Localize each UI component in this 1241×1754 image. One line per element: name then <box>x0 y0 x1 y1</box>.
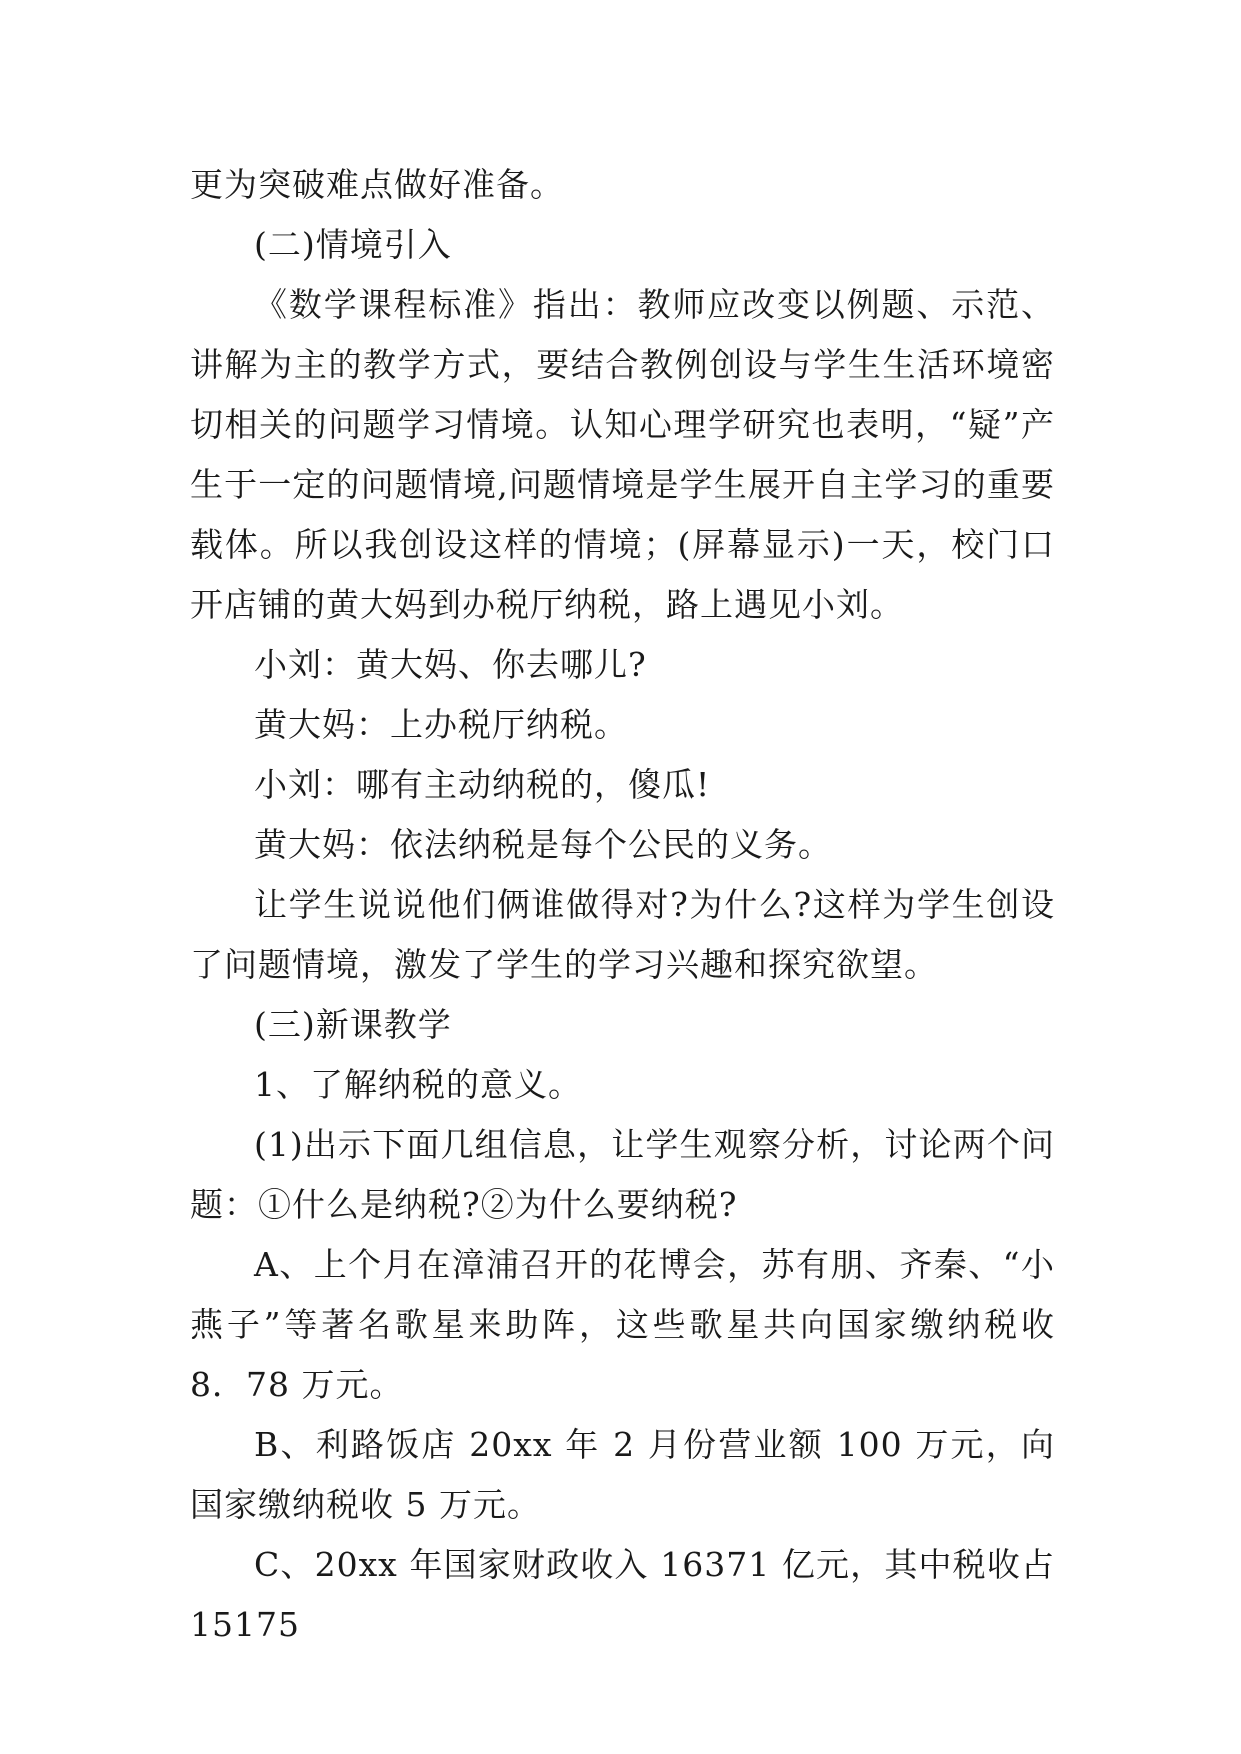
list-item-1-1: (1)出示下面几组信息，让学生观察分析，讨论两个问题：①什么是纳税?②为什么要纳税? <box>190 1125 1055 1224</box>
paragraph-continuation: 更为突破难点做好准备。 <box>190 165 564 204</box>
dialogue-line-2: 黄大妈：上办税厅纳税。 <box>254 705 628 744</box>
paragraph-discussion: 让学生说说他们俩谁做得对?为什么?这样为学生创设了问题情境，激发了学生的学习兴趣和探究欲望。 <box>190 885 1055 984</box>
dialogue-line-4: 黄大妈：依法纳税是每个公民的义务。 <box>254 825 832 864</box>
section-heading-new-lesson: (三)新课教学 <box>254 1005 452 1044</box>
info-item-b: B、利路饭店 20xx 年 2 月份营业额 100 万元，向国家缴纳税收 5 万元。 <box>190 1425 1055 1524</box>
section-heading-situation: (二)情境引入 <box>254 225 452 264</box>
list-item-1: 1、了解纳税的意义。 <box>254 1065 582 1104</box>
document-body <box>190 155 1055 1655</box>
dialogue-line-3: 小刘：哪有主动纳税的，傻瓜! <box>254 765 711 804</box>
info-item-c: C、20xx 年国家财政收入 16371 亿元，其中税收占 15175 <box>190 1545 1055 1644</box>
dialogue-line-1: 小刘：黄大妈、你去哪儿? <box>254 645 647 684</box>
paragraph-curriculum-standard: 《数学课程标准》指出：教师应改变以例题、示范、讲解为主的教学方式，要结合教例创设与学生生活环境密切相关的问题学习情境。认知心理学研究也表明，“疑”产生于一定的问题情境,问题情境是学生展开自主学习的重要载体。所以我创设这样的情境；(屏幕显示)一天，校门口开店铺的黄大妈到办税厅纳税，路上遇见小刘。 <box>190 285 1055 624</box>
info-item-a: A、上个月在漳浦召开的花博会，苏有朋、齐秦、“小燕子”等著名歌星来助阵，这些歌星共向国家缴纳税收 8．78 万元。 <box>190 1245 1055 1404</box>
